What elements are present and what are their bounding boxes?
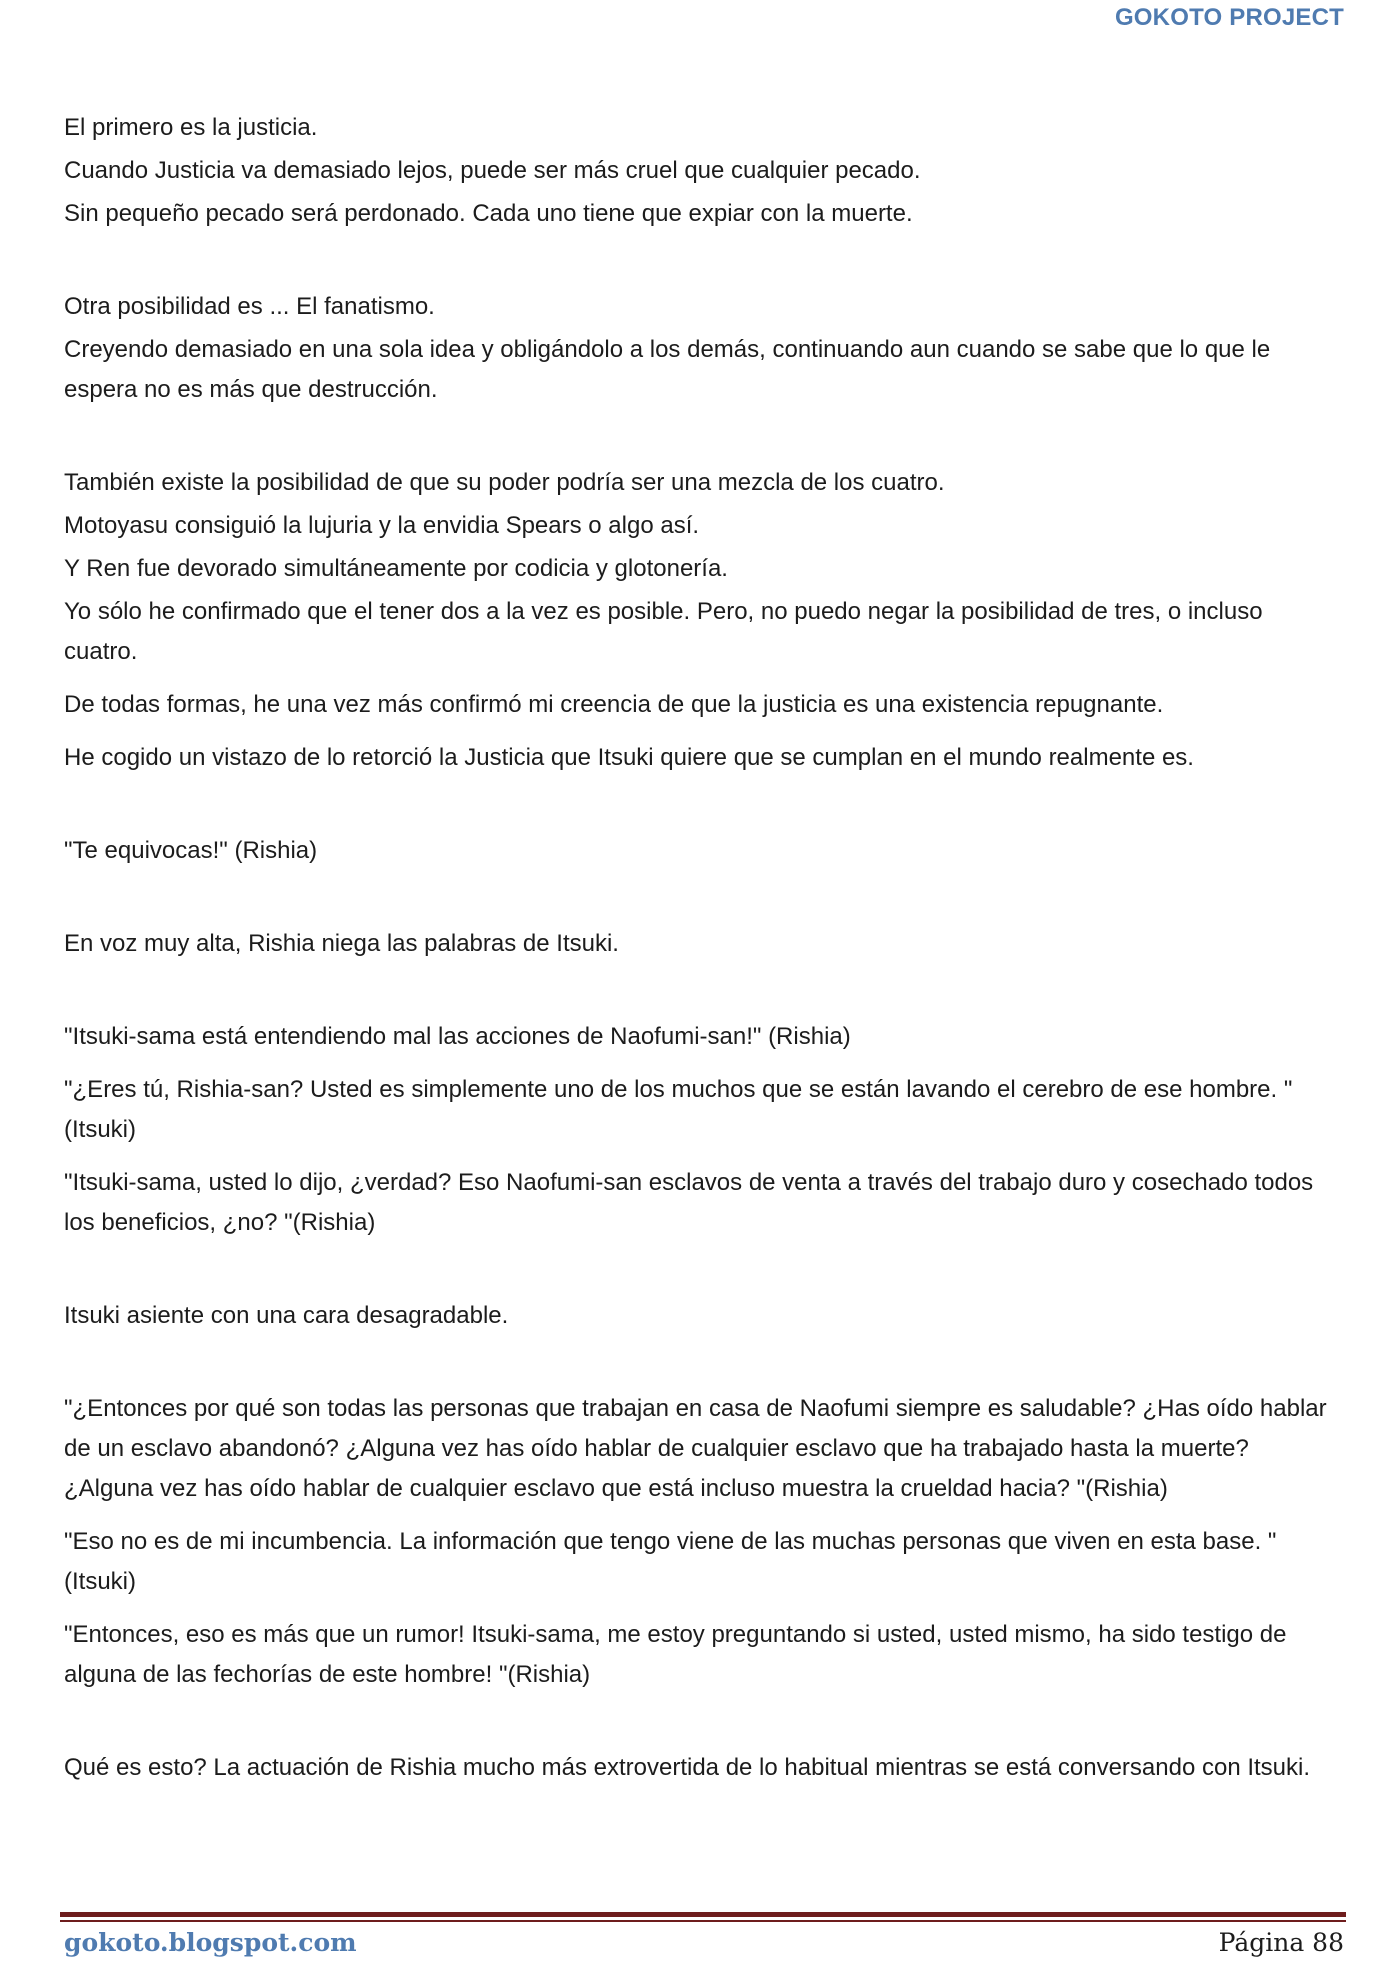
paragraph: En voz muy alta, Rishia niega las palabras de Itsuki.	[64, 930, 619, 957]
header-title: GOKOTO PROJECT	[1114, 4, 1344, 31]
paragraph: Sin pequeño pecado será perdonado. Cada uno tiene que expiar con la muerte.	[64, 200, 913, 227]
paragraph: Yo sólo he confirmado que el tener dos a la vez es posible. Pero, no puedo negar la posibilidad de tres, o incluso cuatro.	[64, 598, 1263, 665]
footer-divider-thick	[60, 1912, 1346, 1917]
paragraph: "Itsuki-sama, usted lo dijo, ¿verdad? Eso Naofumi-san esclavos de venta a través del trabajo duro y cosechado todos los beneficios, ¿no? "(Rishia)	[64, 1169, 1314, 1236]
paragraph: Itsuki asiente con una cara desagradable.	[64, 1302, 509, 1329]
paragraph: Creyendo demasiado en una sola idea y obligándolo a los demás, continuando aun cuando se sabe que lo que le espera no es más que destrucción.	[64, 336, 1271, 403]
paragraph: He cogido un vistazo de lo retorció la Justicia que Itsuki quiere que se cumplan en el mundo realmente es.	[64, 744, 1194, 771]
paragraph: "Te equivocas!" (Rishia)	[64, 837, 318, 864]
paragraph: Y Ren fue devorado simultáneamente por codicia y glotonería.	[64, 555, 728, 582]
paragraph: "Entonces, eso es más que un rumor! Itsuki-sama, me estoy preguntando si usted, usted mismo, ha sido testigo de alguna de las fechorías de este hombre! "(Rishia)	[64, 1621, 1287, 1688]
footer-page-number: Página 88	[1218, 1928, 1344, 1957]
paragraph: También existe la posibilidad de que su poder podría ser una mezcla de los cuatro.	[64, 469, 945, 496]
paragraph: "Eso no es de mi incumbencia. La información que tengo viene de las muchas personas que viven en esta base. "(Itsuki)	[64, 1528, 1277, 1595]
paragraph: "¿Eres tú, Rishia-san? Usted es simplemente uno de los muchos que se están lavando el cerebro de ese hombre. "(Itsuki)	[64, 1076, 1293, 1143]
body-text	[64, 108, 1334, 1788]
paragraph: Otra posibilidad es ... El fanatismo.	[64, 293, 435, 320]
footer-site-link[interactable]: gokoto.blogspot.com	[64, 1928, 357, 1957]
paragraph: El primero es la justicia.	[64, 114, 318, 141]
paragraph: Cuando Justicia va demasiado lejos, puede ser más cruel que cualquier pecado.	[64, 157, 921, 184]
paragraph: Qué es esto? La actuación de Rishia mucho más extrovertida de lo habitual mientras se está conversando con Itsuki.	[64, 1754, 1311, 1781]
paragraph: "¿Entonces por qué son todas las personas que trabajan en casa de Naofumi siempre es saludable? ¿Has oído hablar de un esclavo abandonó? ¿Alguna vez has oído hablar de cualquier esclavo que ha trabajado hasta la muerte? ¿Alguna vez has oído hablar de cualquier esclavo que está incluso muestra la crueldad hacia? "(Rishia)	[64, 1395, 1327, 1502]
paragraph: De todas formas, he una vez más confirmó mi creencia de que la justicia es una existencia repugnante.	[64, 691, 1164, 718]
paragraph: Motoyasu consiguió la lujuria y la envidia Spears o algo así.	[64, 512, 700, 539]
paragraph: "Itsuki-sama está entendiendo mal las acciones de Naofumi-san!" (Rishia)	[64, 1023, 851, 1050]
footer-divider-thin	[60, 1920, 1346, 1922]
